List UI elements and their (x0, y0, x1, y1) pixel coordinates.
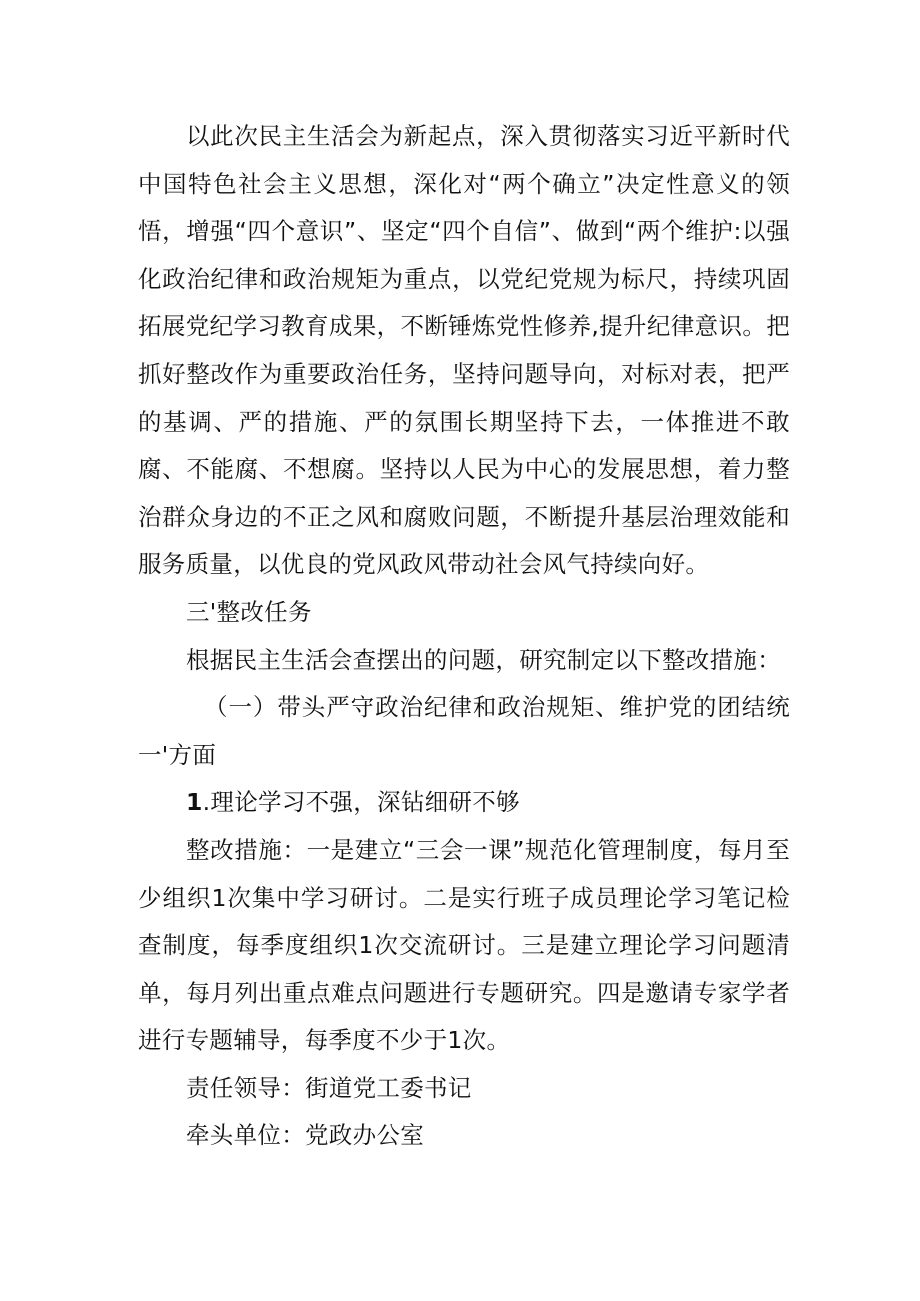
measures-intro-paragraph: 根据民主生活会查摆出的问题，研究制定以下整改措施： (186, 645, 781, 674)
item-1-title-text: .理论学习不强，深钻细研不够 (202, 788, 520, 817)
intro-paragraph: 以此次民主生活会为新起点，深入贯彻落实习近平新时代中国特色社会主义思想，深化对“两个确立”决定性意义的领悟，增强“四个意识”、坚定“四个自信”、做到“两个维护:以强化政治纪律和政治规矩为重点，以党纪党规为标尺，持续巩固拓展党纪学习教育成果，不断锤炼党性修养,提升纪律意识。把抓好整改作为重要政治任务，坚持问题导向，对标对表，把严的基调、严的措施、严的氛围长期坚持下去，一体推进不敢腐、不能腐、不想腐。坚持以人民为中心的发展思想，着力整治群众身边的不正之风和腐败问题，不断提升基层治理效能和服务质量，以优良的党风政风带动社会风气持续向好。 (138, 122, 790, 579)
document-body (138, 113, 790, 1160)
section-heading: 三'整改任务 (186, 597, 312, 626)
item-1-measures-paragraph: 整改措施：一是建立“三会一课”规范化管理制度，每月至少组织1次集中学习研讨。二是实行班子成员理论学习笔记检查制度，每季度组织1次交流研讨。三是建立理论学习问题清单，每月列出重点难点问题进行专题研究。四是邀请专家学者进行专题辅导，每季度不少于1次。 (138, 835, 790, 1055)
lead-unit-line: 牵头单位：党政办公室 (186, 1121, 424, 1150)
subsection-heading: （一）带头严守政治纪律和政治规矩、维护党的团结统一'方面 (138, 693, 790, 769)
item-1-title (138, 779, 790, 827)
responsible-leader-line: 责任领导：街道党工委书记 (186, 1073, 472, 1102)
item-1-number: 1 (186, 788, 203, 817)
